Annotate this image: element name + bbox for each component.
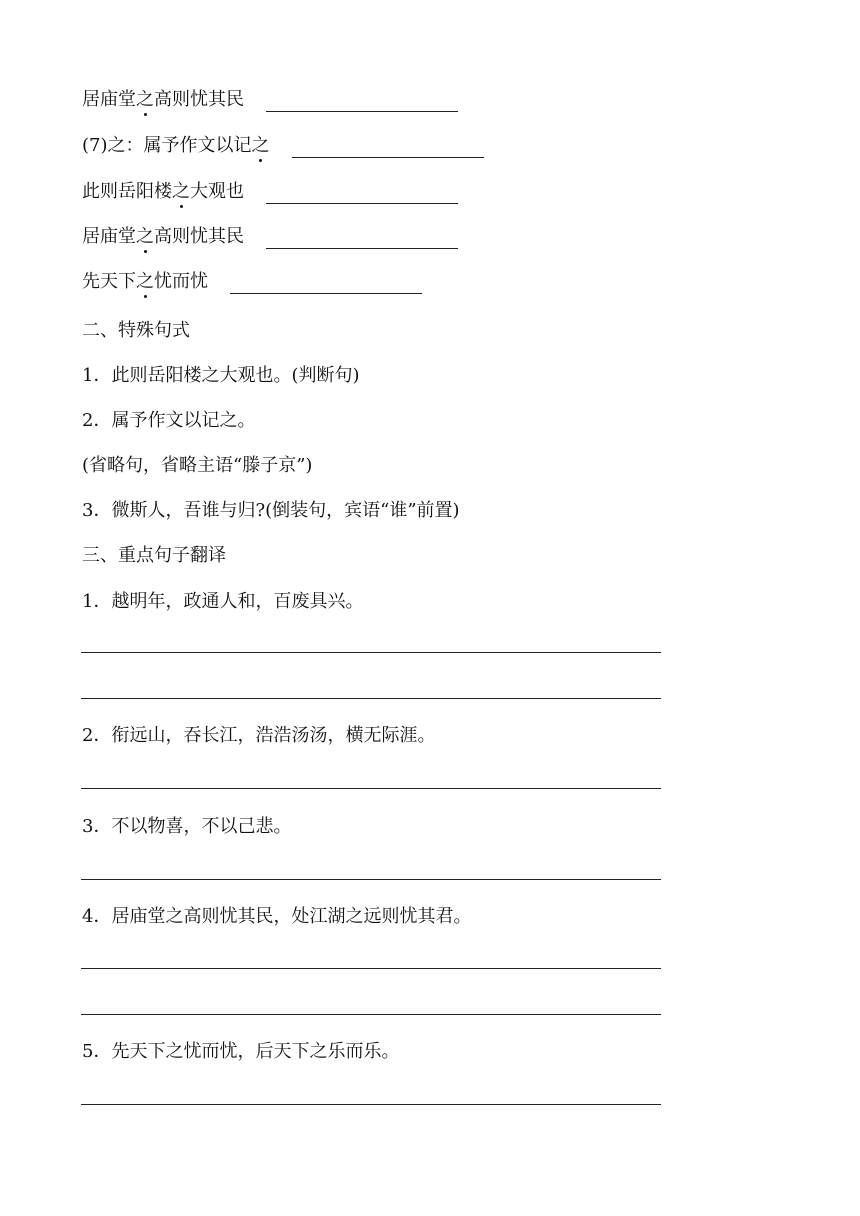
vocab-text-after: 高则忧其民 bbox=[154, 226, 244, 247]
answer-line[interactable] bbox=[81, 879, 661, 880]
dotted-character: 之 bbox=[136, 89, 154, 110]
dotted-character: 之 bbox=[136, 226, 154, 247]
answer-blank[interactable] bbox=[266, 93, 458, 112]
translation-question-3: 3．不以物喜，不以己悲。 bbox=[82, 816, 292, 837]
vocab-text-before: 居庙堂 bbox=[82, 89, 136, 110]
vocab-text-after: 忧而忧 bbox=[154, 271, 208, 292]
vocab-item-2 bbox=[82, 134, 484, 158]
vocab-item-3 bbox=[82, 180, 458, 204]
vocab-text-after: 高则忧其民 bbox=[154, 89, 244, 110]
sentence-item-2: 2．属予作文以记之。 bbox=[82, 410, 256, 431]
answer-line[interactable] bbox=[81, 788, 661, 789]
vocab-item-4 bbox=[82, 225, 458, 249]
translation-question-1: 1．越明年，政通人和，百废具兴。 bbox=[82, 591, 364, 612]
vocab-item-1 bbox=[82, 88, 458, 112]
answer-line[interactable] bbox=[81, 1014, 661, 1015]
section-heading: 三、重点句子翻译 bbox=[82, 545, 226, 566]
dotted-character: 之 bbox=[136, 271, 154, 292]
answer-line[interactable] bbox=[81, 968, 661, 969]
vocab-text-before: 先天下 bbox=[82, 271, 136, 292]
answer-line[interactable] bbox=[81, 1104, 661, 1105]
answer-blank[interactable] bbox=[266, 185, 458, 204]
vocab-item-5 bbox=[82, 270, 422, 294]
translation-question-5: 5．先天下之忧而忧，后天下之乐而乐。 bbox=[82, 1041, 400, 1062]
section-heading: 二、特殊句式 bbox=[82, 320, 190, 341]
dotted-character: 之 bbox=[251, 135, 270, 156]
vocab-text-before: 属予作文以记 bbox=[143, 135, 252, 156]
answer-blank[interactable] bbox=[266, 230, 458, 249]
vocab-text-after: 大观也 bbox=[190, 181, 244, 202]
sentence-item-2-note: (省略句，省略主语“滕子京”) bbox=[82, 455, 313, 476]
answer-blank[interactable] bbox=[292, 139, 484, 158]
vocab-text-before: 此则岳阳楼 bbox=[82, 181, 172, 202]
sentence-item-1: 1．此则岳阳楼之大观也。(判断句) bbox=[82, 365, 360, 386]
dotted-character: 之 bbox=[172, 181, 190, 202]
translation-question-2: 2．衔远山，吞长江，浩浩汤汤，横无际涯。 bbox=[82, 725, 436, 746]
sentence-item-3: 3．微斯人，吾谁与归?(倒装句，宾语“谁”前置) bbox=[82, 500, 460, 521]
answer-blank[interactable] bbox=[230, 275, 422, 294]
vocab-text-before: 居庙堂 bbox=[82, 226, 136, 247]
answer-line[interactable] bbox=[81, 652, 661, 653]
translation-question-4: 4．居庙堂之高则忧其民，处江湖之远则忧其君。 bbox=[82, 906, 472, 927]
vocab-prefix: (7)之： bbox=[82, 135, 144, 156]
answer-line[interactable] bbox=[81, 698, 661, 699]
